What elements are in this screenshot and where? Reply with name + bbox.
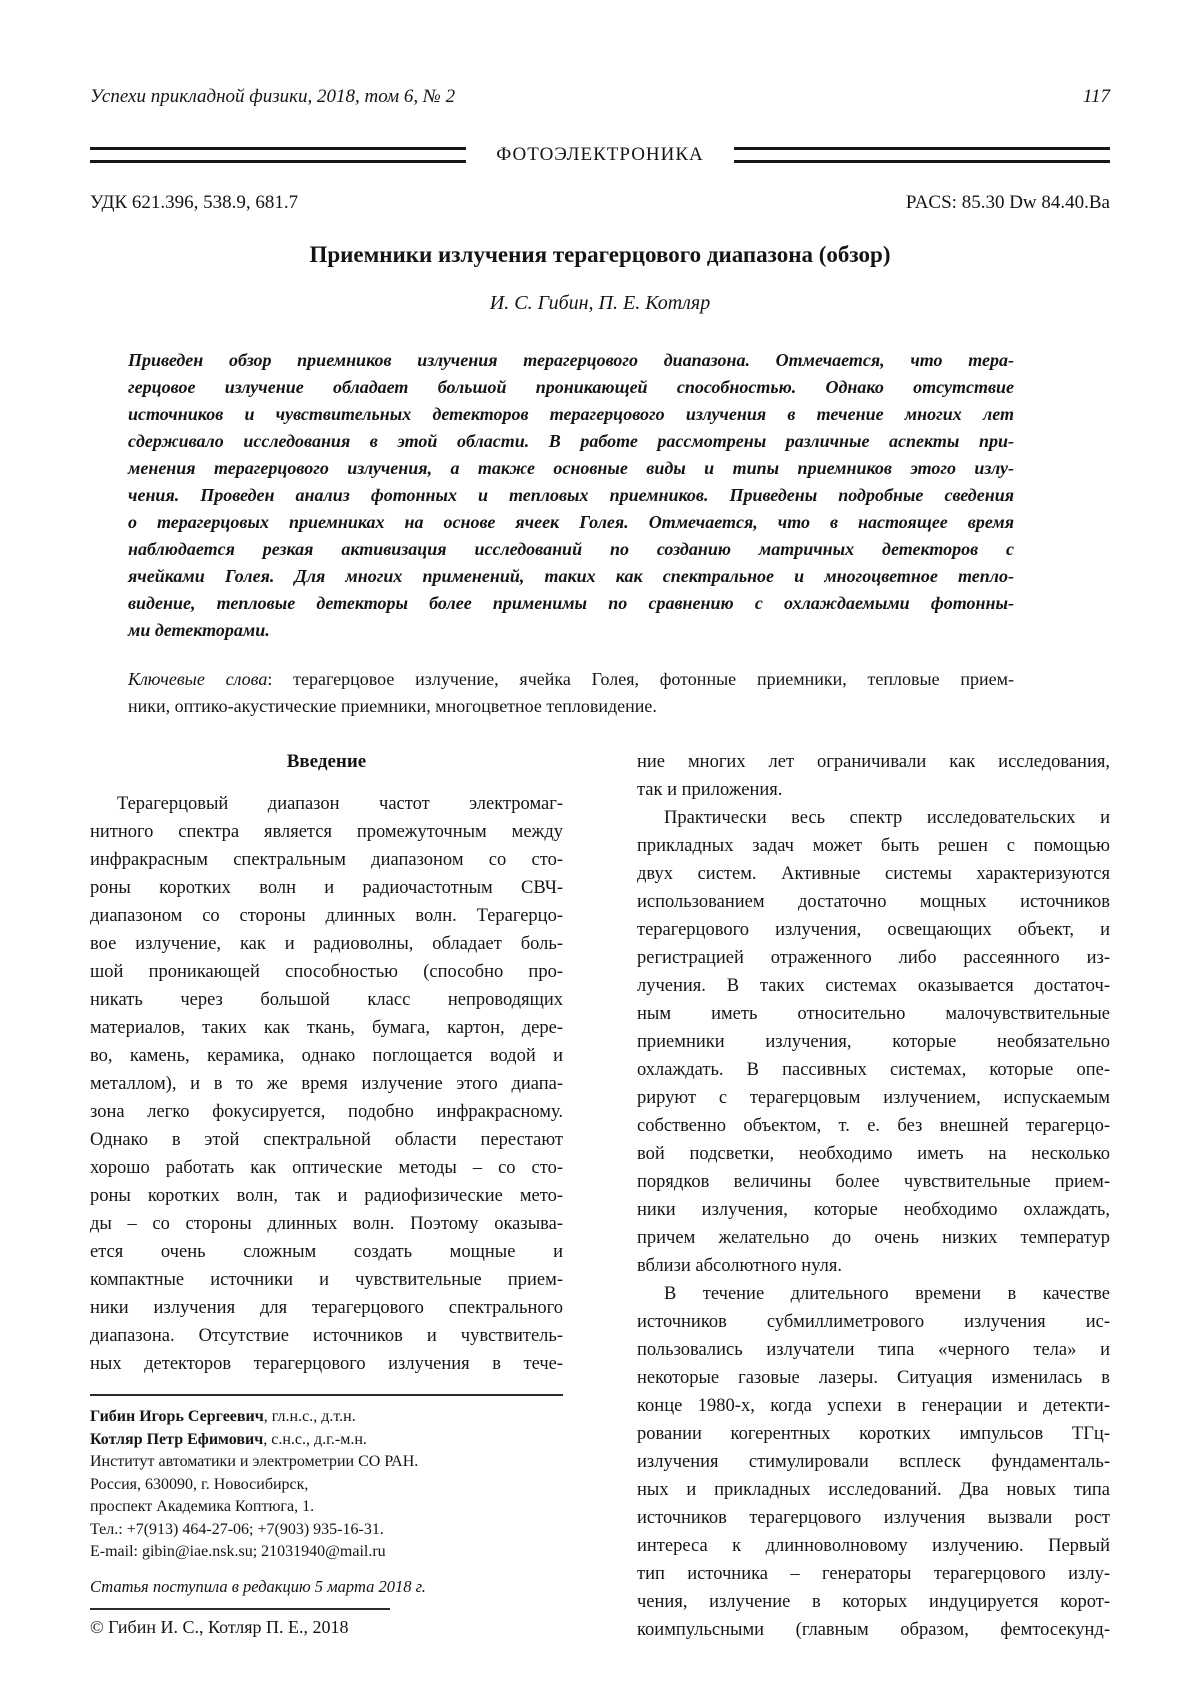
text-line: источников и чувствительных детекторов терагерцового излучения в течение многих лет [128, 404, 1014, 424]
section-rule-left [90, 147, 466, 163]
footnote-author-line [90, 1429, 563, 1452]
received-note: Статья поступила в редакцию 5 марта 2018 г. [90, 1576, 426, 1596]
footnote-address: Россия, 630090, г. Новосибирск, [90, 1475, 309, 1493]
text-line: лучения. В таких системах оказывается достаточ- [637, 976, 1110, 996]
text-line: коимпульсными (главным образом, фемтосекунд- [637, 1620, 1110, 1640]
text-line: некоторые газовые лазеры. Ситуация изменилась в [637, 1368, 1110, 1388]
text-line: конце 1980-х, когда успехи в генерации и детекти- [637, 1396, 1110, 1416]
left-column-text [90, 790, 563, 1378]
text-line: ным иметь относительно малочувствительные [637, 1004, 1110, 1024]
text-line: роны коротких волн, так и радиофизические мето- [90, 1186, 563, 1206]
text-line: инфракрасным спектральным диапазоном со сто- [90, 850, 563, 870]
text-line: зона легко фокусируется, подобно инфракрасному. [90, 1102, 563, 1122]
text-line: ние многих лет ограничивали как исследования, [637, 752, 1110, 772]
keywords-label: Ключевые слова [128, 669, 268, 689]
text-line: так и приложения. [637, 780, 783, 800]
text-line: роны коротких волн и радиочастотным СВЧ- [90, 878, 563, 898]
section-banner [90, 144, 1110, 166]
text-line: двух систем. Активные системы характеризуются [637, 864, 1110, 884]
text-line: регистрацией отраженного либо рассеянного из- [637, 948, 1110, 968]
copyright-separator [90, 1608, 390, 1610]
text-line: рируют с терагерцовым излучением, испускаемым [637, 1088, 1110, 1108]
text-line: нитного спектра является промежуточным между [90, 822, 563, 842]
text-line: порядков величины более чувствительные прием- [637, 1172, 1110, 1192]
text-line: причем желательно до очень низких температур [637, 1228, 1110, 1248]
footnote-author-degrees: , гл.н.с., д.т.н. [263, 1408, 356, 1425]
udk-code: УДК 621.396, 538.9, 681.7 [90, 192, 299, 213]
text-line: вой подсветки, необходимо иметь на несколько [637, 1144, 1110, 1164]
text-line: ми детекторами. [128, 620, 270, 640]
right-column-text [637, 748, 1110, 1644]
text-line: Приведен обзор приемников излучения терагерцового диапазона. Отмечается, что тера- [128, 350, 1014, 370]
text-line: ных детекторов терагерцового излучения в тече- [90, 1354, 563, 1374]
text-line: компактные источники и чувствительные прием- [90, 1270, 563, 1290]
journal-reference: Успехи прикладной физики, 2018, том 6, № 2 [90, 86, 456, 107]
intro-heading: Введение [286, 751, 367, 772]
text-line: Терагерцовый диапазон частот электромаг- [117, 794, 563, 814]
text-line: ячейками Голея. Для многих применений, таких как спектральное и многоцветное тепло- [128, 566, 1014, 586]
text-line: материалов, таких как ткань, бумага, картон, дере- [90, 1018, 563, 1038]
right-column [637, 748, 1110, 1644]
text-line: шой проникающей способностью (способно про- [90, 962, 563, 982]
pacs-code: PACS: 85.30 Dw 84.40.Ba [905, 192, 1110, 213]
text-line: источников субмиллиметрового излучения ис- [637, 1312, 1110, 1332]
text-line: ровании когерентных коротких импульсов ТГц- [637, 1424, 1110, 1444]
section-rule-right [734, 147, 1110, 163]
text-line: излучения стимулировали всплеск фундаменталь- [637, 1452, 1110, 1472]
text-line: ется очень сложным создать мощные и [90, 1242, 563, 1262]
abstract-text [128, 347, 1014, 644]
text-line: источников терагерцового излучения вызвали рост [637, 1508, 1110, 1528]
keywords-text: : терагерцовое излучение, ячейка Голея, фотонные приемники, тепловые прием- [267, 669, 1014, 689]
text-line: вблизи абсолютного нуля. [637, 1256, 842, 1276]
text-line: чения, излучение в которых индуцируется корот- [637, 1592, 1110, 1612]
footnote-email: E-mail: gibin@iae.nsk.su; 21031940@mail.ru [90, 1543, 386, 1560]
text-line: во, камень, керамика, однако поглощается водой и [90, 1046, 563, 1066]
text-line: никать через большой класс непроводящих [90, 990, 563, 1010]
text-line: терагерцового излучения, освещающих объект, и [637, 920, 1110, 940]
footnote-author-name: Котляр Петр Ефимович [90, 1430, 264, 1448]
footnote-address: проспект Академика Коптюга, 1. [90, 1498, 315, 1515]
two-column-body [90, 748, 1110, 1644]
article-authors: И. С. Гибин, П. Е. Котляр [489, 292, 711, 314]
footnote-affiliation: Институт автоматики и электрометрии СО РАН. [90, 1453, 419, 1470]
codes-row [90, 192, 1110, 214]
copyright-notice: © Гибин И. С., Котляр П. Е., 2018 [90, 1617, 349, 1637]
text-line: собственно объектом, т. е. без внешней терагерцо- [637, 1116, 1110, 1136]
text-line: диапазона. Отсутствие источников и чувствитель- [90, 1326, 563, 1346]
footnote-phone: Тел.: +7(913) 464-27-06; +7(903) 935-16-31. [90, 1520, 384, 1538]
text-line: вое излучение, как и радиоволны, обладает боль- [90, 934, 563, 954]
text-line: сдерживало исследования в этой области. В работе рассмотрены различные аспекты при- [128, 431, 1014, 451]
text-line: приемники излучения, которые необязательно [637, 1032, 1110, 1052]
text-line: видение, тепловые детекторы более применимы по сравнению с охлаждаемыми фотонны- [128, 593, 1014, 613]
text-line: тип источника – генераторы терагерцового излу- [637, 1564, 1110, 1584]
text-line: ники излучения, которые необходимо охлаждать, [637, 1200, 1110, 1220]
footnote-author-degrees: , с.н.с., д.г.-м.н. [263, 1430, 367, 1448]
text-line: В течение длительного времени в качестве [664, 1284, 1110, 1304]
text-line: ных и прикладных исследований. Два новых типа [637, 1480, 1110, 1500]
text-line: наблюдается резкая активизация исследований по созданию матричных детекторов с [128, 539, 1014, 559]
text-line: диапазоном со стороны длинных волн. Терагерцо- [90, 906, 563, 926]
text-line: хорошо работать как оптические методы – со сто- [90, 1158, 563, 1178]
text-line: герцовое излучение обладает большой проникающей способностью. Однако отсутствие [128, 377, 1014, 397]
text-line: ники излучения для терагерцового спектрального [90, 1298, 563, 1318]
text-line: использованием достаточно мощных источников [637, 892, 1110, 912]
text-line: металлом), и в то же время излучение этого диапа- [90, 1074, 563, 1094]
text-line: прикладных задач может быть решен с помощью [637, 836, 1110, 856]
text-line: пользовались излучатели типа «черного тела» и [637, 1340, 1110, 1360]
text-line: охлаждать. В пассивных системах, которые опе- [637, 1060, 1110, 1080]
section-title: ФОТОЭЛЕКТРОНИКА [496, 144, 704, 165]
text-line: ды – со стороны длинных волн. Поэтому оказыва- [90, 1214, 563, 1234]
keywords-block [128, 666, 1014, 720]
text-line: Однако в этой спектральной области перестают [90, 1130, 563, 1150]
page-number: 117 [1082, 86, 1110, 107]
footnote-author-line [90, 1406, 563, 1429]
keywords-line: ники, оптико-акустические приемники, многоцветное тепловидение. [128, 696, 657, 716]
author-footnote [90, 1394, 563, 1639]
article-title: Приемники излучения терагерцового диапазона (обзор) [309, 242, 891, 267]
text-line: чения. Проведен анализ фотонных и тепловых приемников. Приведены подробные сведения [128, 485, 1014, 505]
text-line: Практически весь спектр исследовательских и [664, 808, 1110, 828]
footnote-author-name: Гибин Игорь Сергеевич [90, 1408, 264, 1425]
keywords-line [128, 666, 1014, 693]
text-line: менения терагерцового излучения, а также основные виды и типы приемников этого излу- [128, 458, 1014, 478]
text-line: о терагерцовых приемниках на основе ячеек Голея. Отмечается, что в настоящее время [128, 512, 1014, 532]
footnote-separator [90, 1394, 563, 1396]
text-line: интереса к длинноволновому излучению. Первый [637, 1536, 1110, 1556]
running-header [90, 86, 1110, 108]
left-column [90, 748, 563, 1644]
